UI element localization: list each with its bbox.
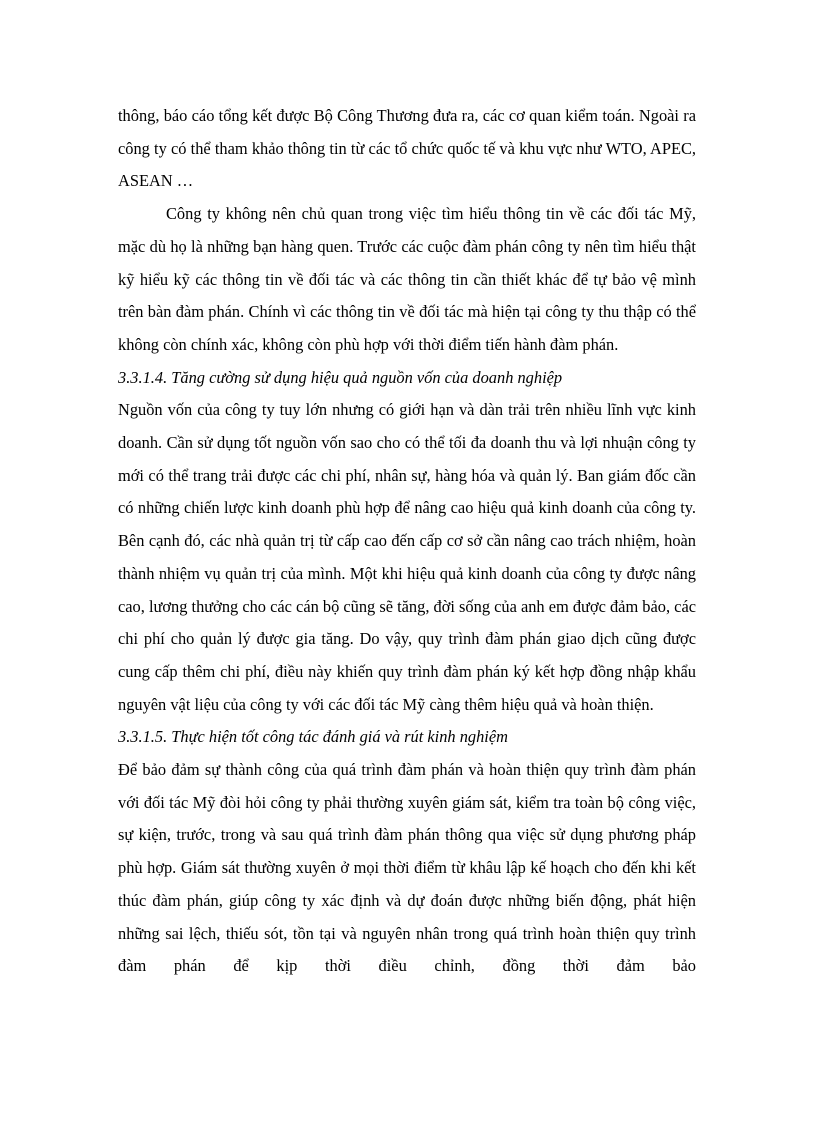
paragraph-continuation: thông, báo cáo tổng kết được Bộ Công Thương đưa ra, các cơ quan kiểm toán. Ngoài ra công ty có thể tham khảo thông tin từ các tổ chức quốc tế và khu vực như WTO, APEC, ASEAN … [118, 106, 696, 191]
section-heading-3-3-1-4: 3.3.1.4. Tăng cường sử dụng hiệu quả nguồn vốn của doanh nghiệp [118, 367, 563, 387]
document-page [118, 100, 696, 983]
paragraph-information-research: Công ty không nên chủ quan trong việc tìm hiểu thông tin về các đối tác Mỹ, mặc dù họ là những bạn hàng quen. Trước các cuộc đàm phán công ty nên tìm hiểu thật kỹ hiểu kỹ các thông tin về đối tác và các thông tin cần thiết khác để tự bảo vệ mình trên bàn đàm phán. Chính vì các thông tin về đối tác mà hiện tại công ty thu thập có thể không còn chính xác, không còn phù hợp với thời điểm tiến hành đàm phán. [118, 204, 696, 354]
section-heading-3-3-1-5: 3.3.1.5. Thực hiện tốt công tác đánh giá và rút kinh nghiệm [118, 727, 508, 747]
paragraph-evaluation: Để bảo đảm sự thành công của quá trình đàm phán và hoàn thiện quy trình đàm phán với đối tác Mỹ đòi hỏi công ty phải thường xuyên giám sát, kiểm tra toàn bộ công việc, sự kiện, trước, trong và sau quá trình đàm phán thông qua việc sử dụng phương pháp phù hợp. Giám sát thường xuyên ở mọi thời điểm từ khâu lập kế hoạch cho đến khi kết thúc đàm phán, giúp công ty xác định và dự đoán được những biến động, phát hiện những sai lệch, thiếu sót, tồn tại và nguyên nhân trong quá trình hoàn thiện quy trình đàm phán để kịp thời điều chỉnh, đồng thời đảm bảo [118, 760, 696, 976]
paragraph-capital-usage: Nguồn vốn của công ty tuy lớn nhưng có giới hạn và dàn trải trên nhiều lĩnh vực kinh doanh. Cần sử dụng tốt nguồn vốn sao cho có thể tối đa doanh thu và lợi nhuận công ty mới có thể trang trải được các chi phí, nhân sự, hàng hóa và quản lý. Ban giám đốc cần có những chiến lược kinh doanh phù hợp để nâng cao hiệu quả kinh doanh của công ty. Bên cạnh đó, các nhà quản trị từ cấp cao đến cấp cơ sở cần nâng cao trách nhiệm, hoàn thành nhiệm vụ quản trị của mình. Một khi hiệu quả kinh doanh của công ty được nâng cao, lương thưởng cho các cán bộ cũng sẽ tăng, đời sống của anh em được đảm bảo, các chi phí cho quản lý được gia tăng. Do vậy, quy trình đàm phán giao dịch cũng được cung cấp thêm chi phí, điều này khiến quy trình đàm phán ký kết hợp đồng nhập khẩu nguyên vật liệu của công ty với các đối tác Mỹ càng thêm hiệu quả và hoàn thiện. [118, 400, 696, 714]
